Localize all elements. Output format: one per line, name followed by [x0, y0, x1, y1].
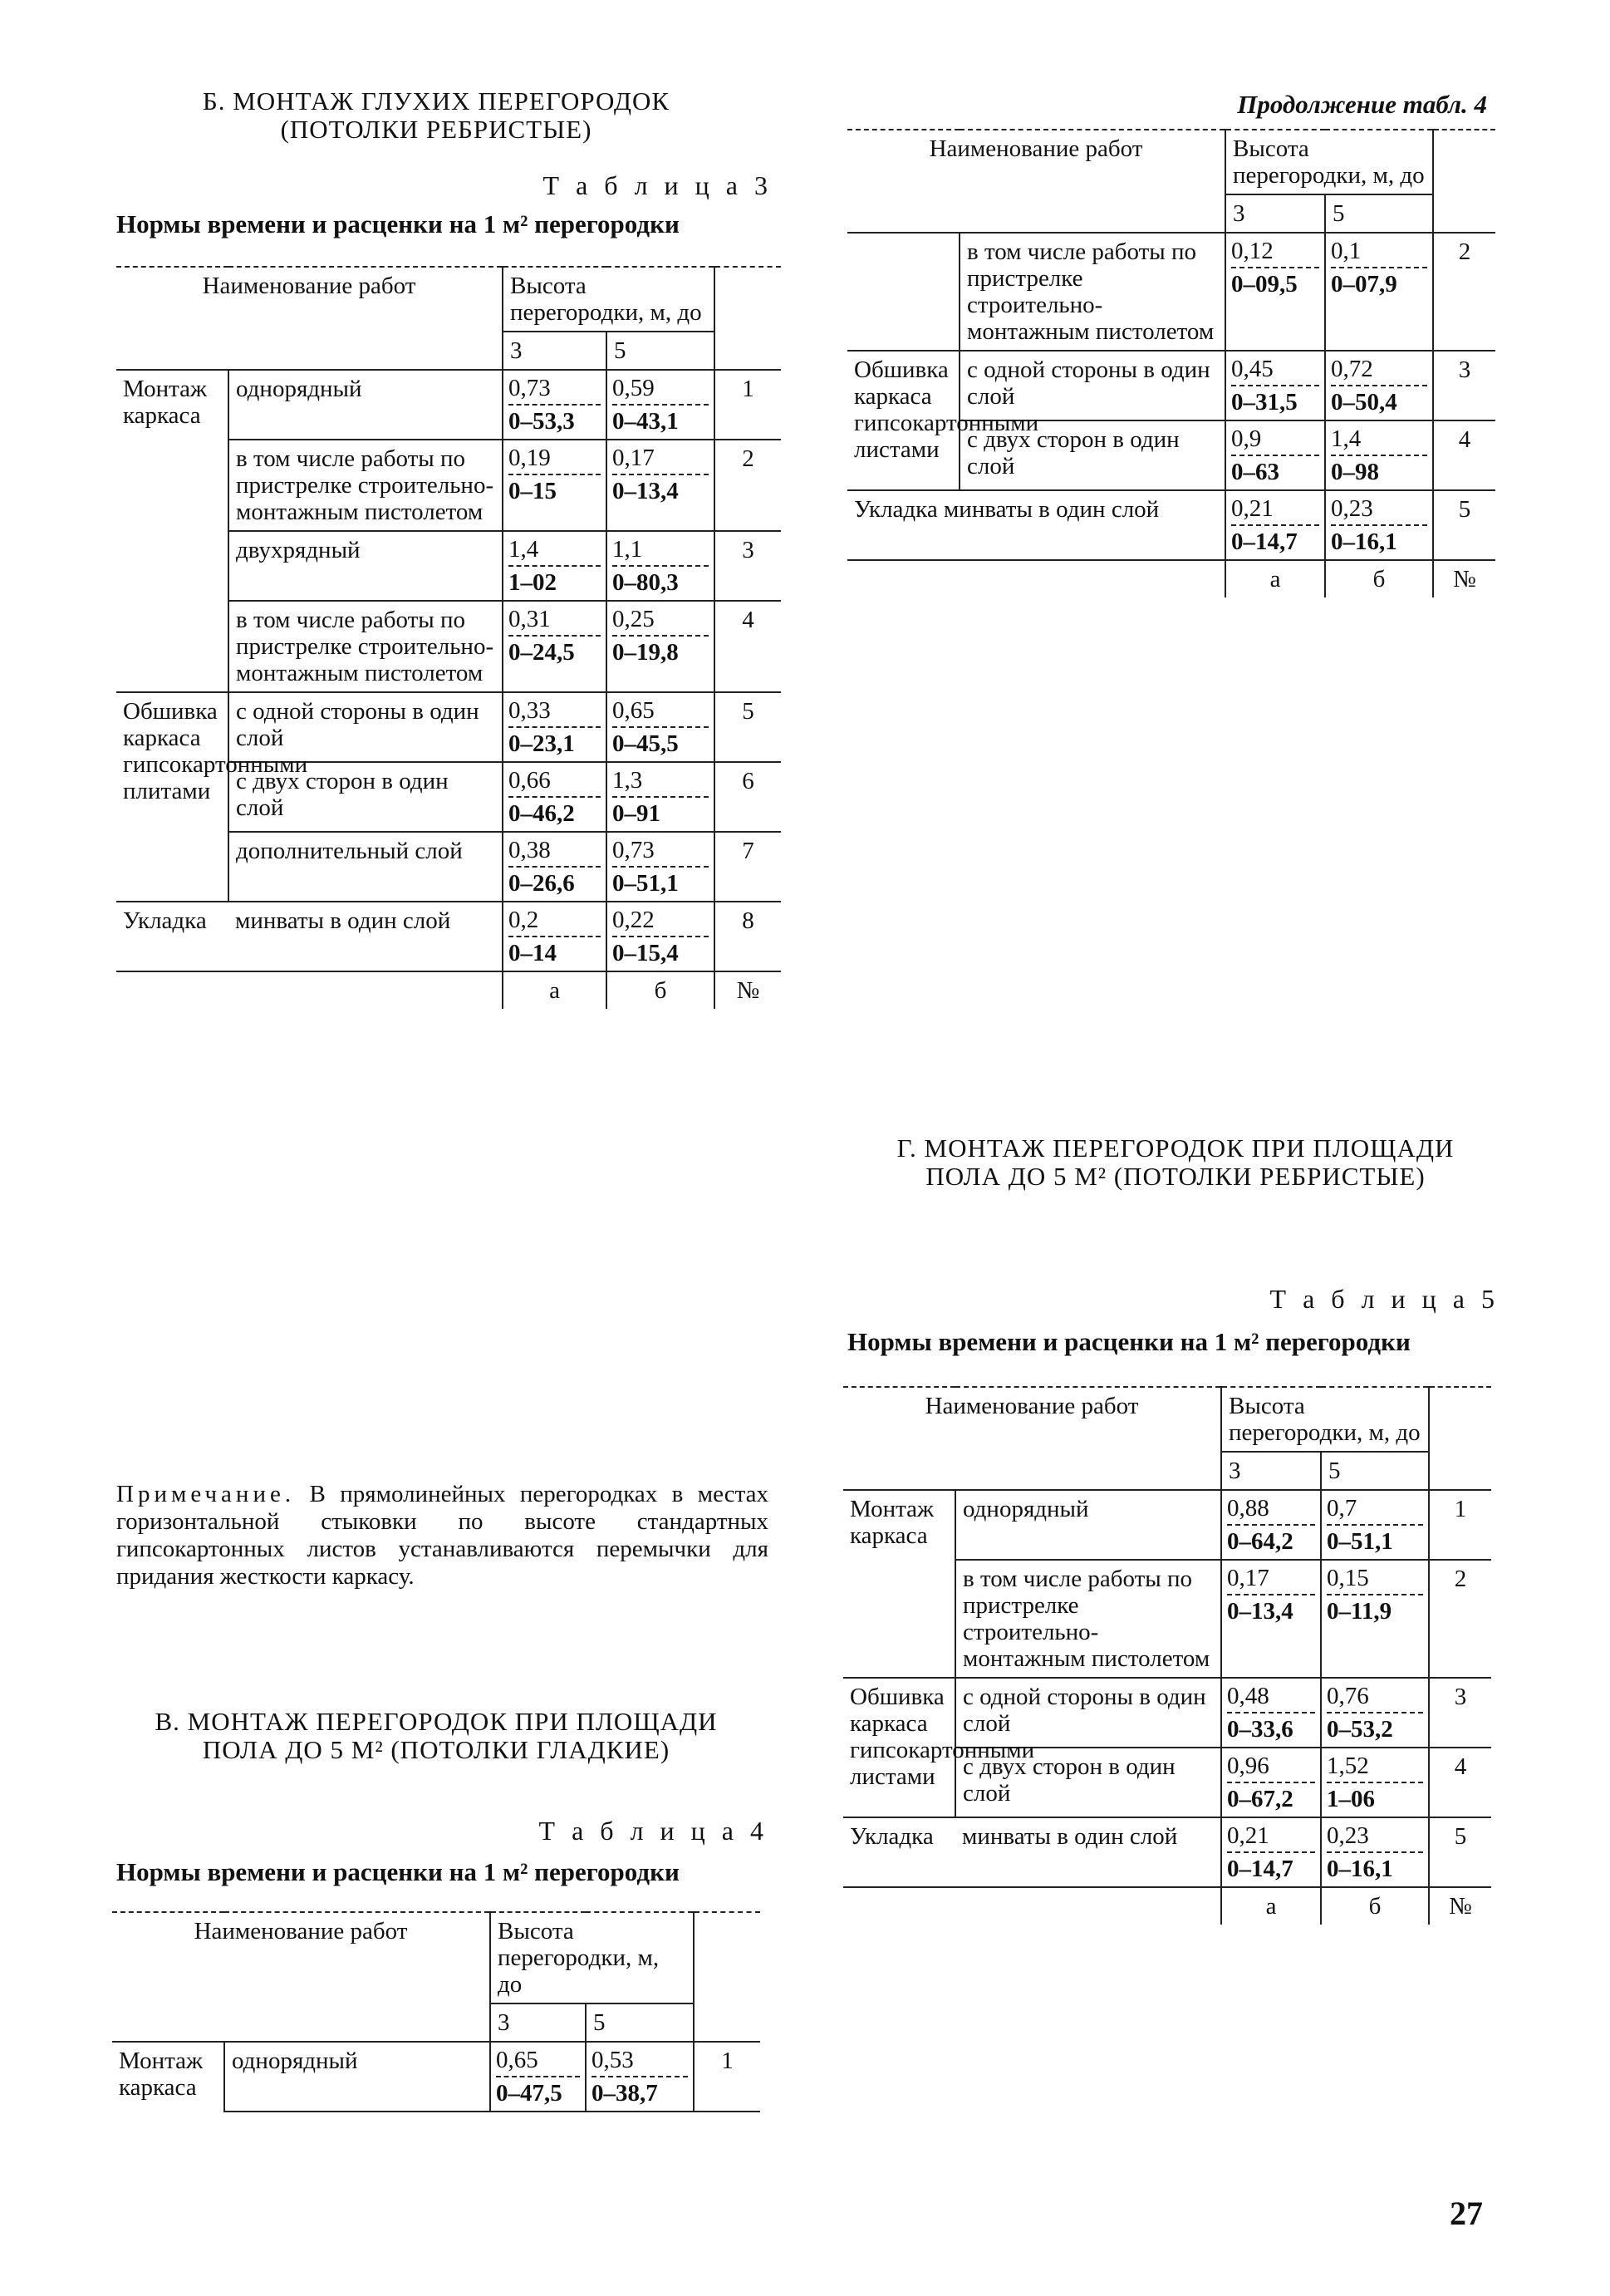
table5-group-obshivka: Обшивка каркаса гипсокартонными листами — [843, 1678, 955, 1817]
page-number: 27 — [1450, 2195, 1483, 2232]
table5-label: Т а б л и ц а 5 — [1269, 1284, 1500, 1314]
table3-head-height: Высота перегородки, м, до — [503, 267, 714, 332]
table-row: с двух сторон в один слой 0,66 0–46,2 1,3 0–91 6 — [116, 762, 781, 832]
section-b-heading: Б. МОНТАЖ ГЛУХИХ ПЕРЕГОРОДОК (ПОТОЛКИ РЕБРИСТЫЕ) — [202, 86, 670, 144]
table3-group-obshivka: Обшивка каркаса гипсокартонными плитами — [116, 692, 228, 902]
table-row: с двух сторон в один слой 0,96 0–67,2 1,52 1–06 4 — [843, 1748, 1491, 1817]
table4-group-karkas: Монтаж каркаса — [119, 2048, 204, 2101]
table-row: двухрядный 1,4 1–02 1,1 0–80,3 3 — [116, 531, 781, 601]
table-row: Обшивка каркаса гипсокартонными листами с одной стороны в один слой 0,45 0–31,5 0,72 0–50,4 3 — [847, 351, 1495, 420]
table4-label: Т а б л и ц а 4 — [538, 1816, 768, 1846]
table4-head-name: Наименование работ — [112, 1912, 490, 2042]
table5: Наименование работ Высота перегородки, м, до 3 5 Монтаж каркаса однорядный 0,88 0–64,2 0,7 0–51,1 1 в том числе работы по пристрелке строительно-монтажным пистолетом 0,17 0–13,4 0,15 0–11,9 2 Обшивка каркаса гипсокартонными листами с одной стороны в один слой 0,48 0–33,6 0,76 0–53,2 3 с двух сторон в один слой 0,96 0–67,2 1,52 1–06 4 Укладка минваты в один слой 0,21 0–14,7 0,23 0–16,1 5 а б № — [843, 1386, 1491, 1925]
table-row: в том числе работы по пристрелке строительно-монтажным пистолетом 0,17 0–13,4 0,15 0–11,9 2 — [843, 1560, 1491, 1678]
table4-continuation-label: Продолжение табл. 4 — [1237, 90, 1487, 119]
table3-note: Примечание. В прямолинейных перегородках в местах горизонтальной стыковки по высоте стандартных гипсокартонных листов устанавливаются перемычки для придания жесткости каркасу. — [116, 1481, 768, 1590]
table-row: Обшивка каркаса гипсокартонными плитами с одной стороны в один слой 0,33 0–23,1 0,65 0–45,5 5 — [116, 692, 781, 762]
table-row: Укладка минваты в один слой 0,21 0–14,7 0,23 0–16,1 5 — [843, 1817, 1491, 1887]
table3-head-3: 3 — [503, 332, 606, 370]
table-row: Укладка минваты в один слой 0,2 0–14 0,22 0–15,4 8 — [116, 902, 781, 971]
table3-label: Т а б л и ц а 3 — [542, 170, 773, 200]
table-row: Монтаж каркаса однорядный 0,73 0–53,3 0,59 0–43,1 1 — [116, 370, 781, 440]
table3-head-5: 5 — [606, 332, 714, 370]
table-row: Монтаж каркаса однорядный 0,88 0–64,2 0,7 0–51,1 1 — [843, 1490, 1491, 1560]
table4: Наименование работ Высота перегородки, м, до 3 5 Монтаж каркаса однорядный 0,65 0–47,5 0,53 0–38,7 1 — [112, 1911, 760, 2112]
table-row: в том числе работы по пристрелке строительно-монтажным пистолетом 0,31 0–24,5 0,25 0–19,8 4 — [116, 601, 781, 692]
table4-head-height: Высота перегородки, м, до — [490, 1912, 694, 2003]
table5-group-karkas: Монтаж каркаса — [843, 1490, 955, 1678]
table-row: в том числе работы по пристрелке строительно-монтажным пистолетом 0,12 0–09,5 0,1 0–07,9 2 — [847, 233, 1495, 351]
table3-group-karkas: Монтаж каркаса — [116, 370, 228, 692]
table-row: Монтаж каркаса однорядный 0,65 0–47,5 0,53 0–38,7 1 — [112, 2042, 760, 2112]
section-v-heading: В. МОНТАЖ ПЕРЕГОРОДОК ПРИ ПЛОЩАДИ ПОЛА ДО 5 М² (ПОТОЛКИ ГЛАДКИЕ) — [155, 1707, 718, 1764]
table-row: с двух сторон в один слой 0,9 0–63 1,4 0–98 4 — [847, 420, 1495, 490]
section-g-heading: Г. МОНТАЖ ПЕРЕГОРОДОК ПРИ ПЛОЩАДИ ПОЛА ДО 5 М² (ПОТОЛКИ РЕБРИСТЫЕ) — [896, 1133, 1455, 1191]
table4-continued: Наименование работ Высота перегородки, м, до 3 5 в том числе работы по пристрелке строительно-монтажным пистолетом 0,12 0–09,5 0,1 0–07,9 2 Обшивка каркаса гипсокартонными листами с одной стороны в один слой 0,45 0–31,5 0,72 0–50,4 3 с двух сторон в один слой 0,9 0–63 1,4 0–98 4 Укладка минваты в один слой 0,21 0–14,7 0,23 0–16,1 5 а б № — [847, 129, 1495, 597]
table5-caption: Нормы времени и расценки на 1 м² перегородки — [847, 1327, 1411, 1356]
table3-caption: Нормы времени и расценки на 1 м² перегородки — [116, 209, 680, 238]
table4-caption: Нормы времени и расценки на 1 м² перегородки — [116, 1857, 680, 1886]
table3-head-name: Наименование работ — [116, 267, 503, 370]
table-row: дополнительный слой 0,38 0–26,6 0,73 0–51,1 7 — [116, 832, 781, 902]
table3: Наименование работ Высота перегородки, м, до 3 5 Монтаж каркаса однорядный 0,73 0–53,3 0,59 0–43,1 1 в том числе работы по пристрелке строительно-монтажным пистолетом 0,19 0–15 0,17 0–13,4 2 двухрядный 1,4 1–02 1,1 0–80,3 3 в том числе работы по пристрелке строительно-монтажным пистолетом 0,31 0–24,5 0,25 0–19,8 4 Обшивка каркаса гипсокартонными плитами с одной стороны в один слой 0,33 0–23,1 0,65 0–45,5 5 с двух сторон в один слой 0,66 0–46,2 1,3 0–91 6 дополнительный слой 0,38 0–26,6 0,73 0–51,1 7 Укладка минваты в один слой 0,2 0–14 0,22 0–15,4 8 а б № — [116, 266, 781, 1009]
table-row: Обшивка каркаса гипсокартонными листами с одной стороны в один слой 0,48 0–33,6 0,76 0–53,2 3 — [843, 1678, 1491, 1748]
table4c-group-obshivka: Обшивка каркаса гипсокартонными листами — [847, 351, 960, 490]
table-row: Укладка минваты в один слой 0,21 0–14,7 0,23 0–16,1 5 — [847, 490, 1495, 560]
table-row: в том числе работы по пристрелке строительно-монтажным пистолетом 0,19 0–15 0,17 0–13,4 2 — [116, 440, 781, 531]
